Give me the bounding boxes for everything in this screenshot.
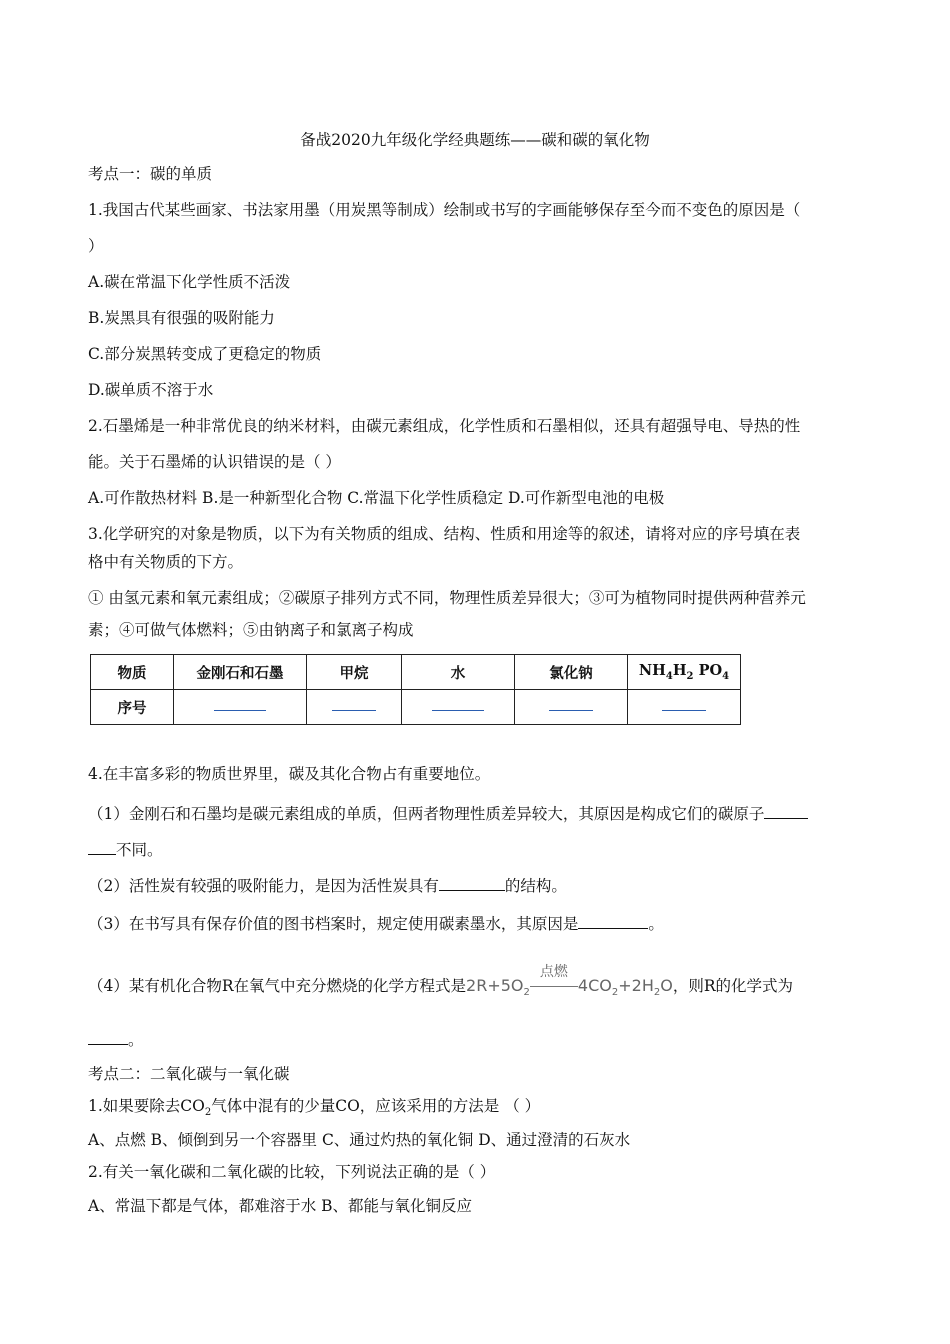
answer-table [90, 654, 741, 725]
answer-blank-cell[interactable] [628, 690, 741, 725]
answer-blank[interactable] [88, 840, 116, 855]
sub-question: （1）金刚石和石墨均是碳元素组成的单质，但两者物理性质差异较大，其原因是构成它们的碳原子 [88, 804, 808, 824]
options-line: A.可作散热材料 B.是一种新型化合物 C.常温下化学性质稳定 D.可作新型电池的电极 [88, 489, 665, 507]
table-cell: 氯化钠 [515, 655, 628, 690]
sub-question: （3）在书写具有保存价值的图书档案时，规定使用碳素墨水，其原因是 。 [88, 915, 664, 933]
answer-blank[interactable] [764, 804, 808, 819]
table-cell-formula: $NH_4H_2$ $PO_4$ [628, 655, 741, 690]
section-heading: 考点一：碳的单质 [88, 165, 213, 183]
option: A.碳在常温下化学性质不活泼 [88, 273, 291, 291]
table-header-cell: 物质 [91, 655, 174, 690]
question-stem: 能。关于石墨烯的认识错误的是（ ） [88, 453, 341, 471]
question-stem: 1.如果要除去$CO_2$气体中混有的少量CO，应该采用的方法是 （ ） [88, 1097, 541, 1119]
option: D.碳单质不溶于水 [88, 381, 214, 399]
table-cell: 水 [402, 655, 515, 690]
table-header-cell: 序号 [91, 690, 174, 725]
option: B.炭黑具有很强的吸附能力 [88, 309, 275, 327]
option: C.部分炭黑转变成了更稳定的物质 [88, 345, 322, 363]
reaction-arrow: 点燃 [530, 976, 578, 996]
statement-list: ① 由氢元素和氧元素组成；②碳原子排列方式不同，物理性质差异很大；③可为植物同时提供两种营养元 [88, 589, 806, 607]
page-title: 备战2020九年级化学经典题练——碳和碳的氧化物 [300, 131, 650, 149]
answer-blank-cell[interactable] [174, 690, 307, 725]
chemical-equation: $2R+5O_2$ 点燃 $4CO_2+2H_2O$ [466, 964, 673, 999]
question-stem: 2.有关一氧化碳和二氧化碳的比较，下列说法正确的是（ ） [88, 1163, 496, 1181]
table-row [91, 690, 741, 725]
question-stem: 1.我国古代某些画家、书法家用墨（用炭黑等制成）绘制或书写的字画能够保存至今而不变色的原因是（ [88, 201, 801, 219]
section-heading: 考点二：二氧化碳与一氧化碳 [88, 1065, 290, 1083]
table-row [91, 655, 741, 690]
question-stem-end: ） [88, 237, 104, 255]
table-cell: 甲烷 [307, 655, 402, 690]
answer-blank-cell[interactable] [515, 690, 628, 725]
answer-blank[interactable] [88, 1030, 128, 1045]
sub-question: （4）某有机化合物R在氧气中充分燃烧的化学方程式是$2R+5O_2$ 点燃 $4CO_2+2H_2O$，则R的化学式为 [88, 976, 793, 1003]
sub-question: （2）活性炭有较强的吸附能力，是因为活性炭具有 的结构。 [88, 877, 567, 895]
table-cell: 金刚石和石墨 [174, 655, 307, 690]
sub-question: 。 [88, 1030, 144, 1050]
answer-blank-cell[interactable] [307, 690, 402, 725]
question-stem: 4.在丰富多彩的物质世界里，碳及其化合物占有重要地位。 [88, 765, 491, 783]
answer-blank[interactable] [578, 914, 648, 929]
question-stem: 2.石墨烯是一种非常优良的纳米材料，由碳元素组成，化学性质和石墨相似，还具有超强导电、导热的性 [88, 417, 801, 435]
answer-blank-cell[interactable] [402, 690, 515, 725]
options-line: A、点燃 B、倾倒到另一个容器里 C、通过灼热的氧化铜 D、通过澄清的石灰水 [88, 1131, 631, 1149]
question-stem: 格中有关物质的下方。 [88, 553, 244, 571]
sub-question: 不同。 [88, 840, 163, 860]
question-stem: 3.化学研究的对象是物质，以下为有关物质的组成、结构、性质和用途等的叙述，请将对应的序号填在表 [88, 525, 801, 543]
options-line: A、常温下都是气体，都难溶于水 B、都能与氧化铜反应 [88, 1197, 473, 1215]
answer-blank[interactable] [439, 876, 505, 891]
statement-list: 素；④可做气体燃料；⑤由钠离子和氯离子构成 [88, 621, 414, 639]
